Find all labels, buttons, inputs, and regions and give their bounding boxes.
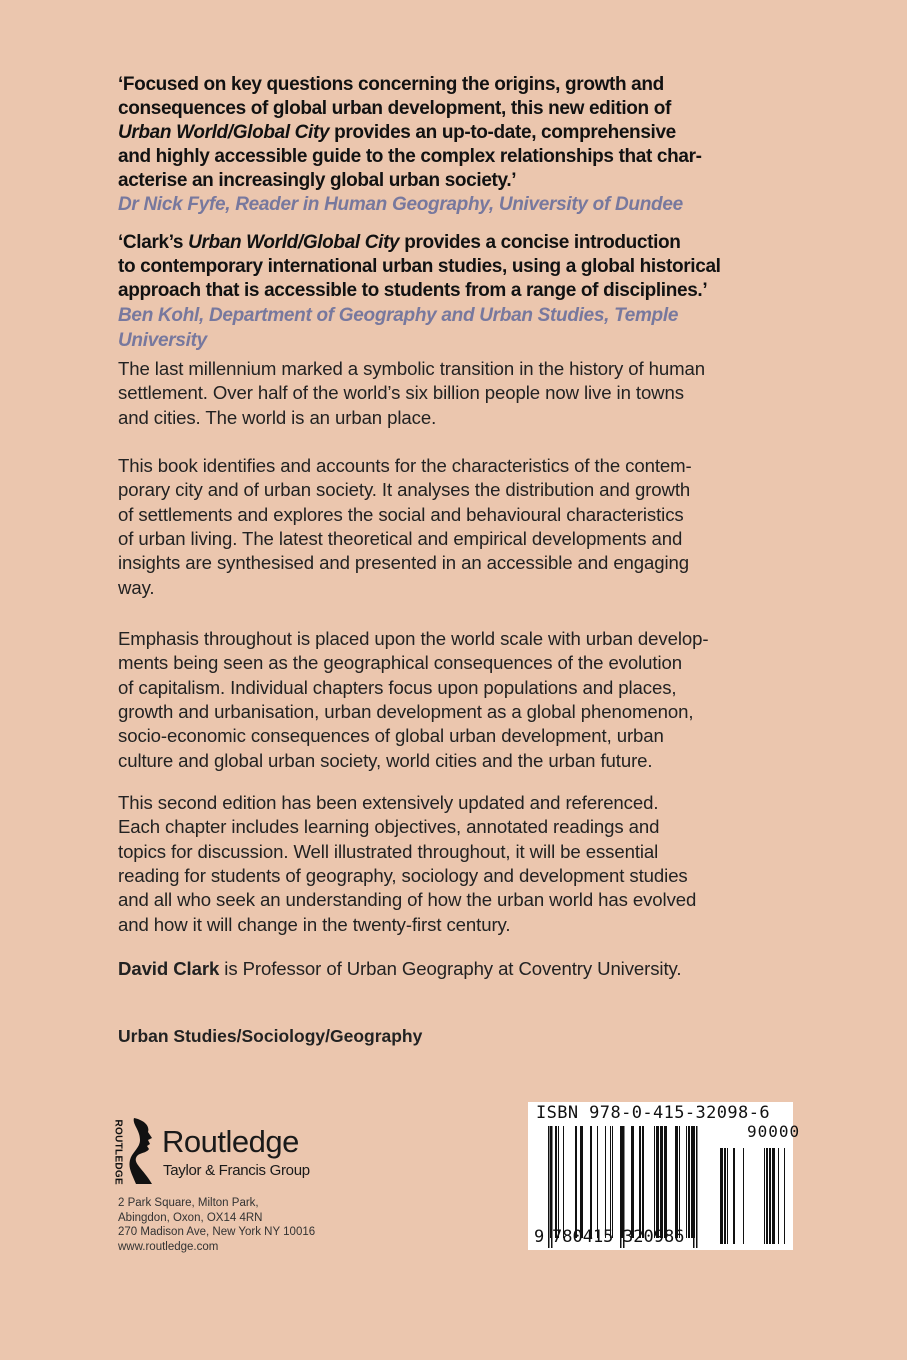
paragraph-line: reading for students of geography, sociology and development studies [118, 864, 688, 886]
publisher-group: Taylor & Francis Group [163, 1162, 310, 1179]
publisher-name: Routledge [162, 1124, 299, 1159]
barcode-right-digits: 320986 [623, 1227, 685, 1247]
author-bio-text: is Professor of Urban Geography at Coventry University. [224, 958, 682, 979]
barcode-bar [686, 1126, 687, 1238]
barcode-bar [555, 1126, 557, 1238]
barcode-bar [660, 1126, 663, 1238]
paragraph-line: culture and global urban society, world cities and the urban future. [118, 749, 653, 771]
barcode-bar [597, 1126, 598, 1238]
paragraph-line: and how it will change in the twenty-first century. [118, 913, 511, 935]
address-line: 270 Madison Ave, New York NY 10016 [118, 1226, 316, 1238]
quote-line [118, 122, 676, 144]
paragraph-line: and all who seek an understanding of how the urban world has evolved [118, 889, 697, 911]
paragraph-line: of capitalism. Individual chapters focus upon populations and places, [118, 676, 677, 698]
quote-text: ‘Clark’s [118, 232, 184, 253]
barcode-bar [679, 1126, 680, 1238]
book-title: Urban World/Global City [188, 232, 400, 253]
quote-text: provides an up-to-date, comprehensive [334, 122, 676, 143]
barcode-bar [772, 1148, 775, 1244]
barcode-bar [764, 1148, 765, 1244]
paragraph-line: socio-economic consequences of global urban development, urban [118, 725, 664, 747]
address-line: 2 Park Square, Milton Park, [118, 1197, 259, 1209]
paragraph-line: way. [118, 576, 155, 598]
barcode-bar [691, 1126, 693, 1238]
logo-vertical-text: ROUTLEDGE [112, 1119, 124, 1185]
barcode-bar [654, 1126, 655, 1238]
address-line: Abingdon, Oxon, OX14 4RN [118, 1212, 263, 1224]
paragraph-line: of settlements and explores the social and behavioural characteristics [118, 503, 684, 525]
quote-line: approach that is accessible to students from a range of disciplines.’ [118, 280, 708, 301]
book-title: Urban World/Global City [118, 122, 330, 143]
paragraph-line: Emphasis throughout is placed upon the world scale with urban develop- [118, 628, 709, 649]
paragraph-line: porary city and of urban society. It analyses the distribution and growth [118, 479, 691, 501]
barcode-bar [688, 1126, 690, 1238]
paragraph-line: and cities. The world is an urban place. [118, 406, 437, 428]
barcode-bar [675, 1126, 678, 1238]
barcode-bar [724, 1148, 726, 1244]
quote-attribution: Dr Nick Fyfe, Reader in Human Geography, University of Dundee [118, 194, 683, 215]
paragraph-line: settlement. Over half of the world’s six billion people now live in towns [118, 382, 684, 404]
barcode-bar [720, 1148, 723, 1244]
barcode-bar [656, 1126, 659, 1238]
barcode-bar [642, 1126, 644, 1238]
paragraph-line: growth and urbanisation, urban development as a global phenomenon, [118, 700, 694, 722]
quote-attribution: University [118, 330, 207, 351]
barcode-guard-bar [548, 1126, 550, 1248]
address-line: www.routledge.com [118, 1241, 219, 1253]
barcode-bar [558, 1126, 559, 1238]
barcode-bar [610, 1126, 611, 1238]
barcode-left-digits: 780415 [552, 1227, 614, 1247]
barcode-bar [769, 1148, 771, 1244]
barcode-bar [766, 1148, 768, 1244]
quote-line: acterise an increasingly global urban society.’ [118, 170, 517, 191]
barcode-guard-bar [696, 1126, 698, 1248]
author-name: David Clark [118, 958, 220, 979]
author-bio [118, 958, 681, 980]
price-code: 90000 [747, 1122, 801, 1141]
paragraph-line: This book identifies and accounts for the characteristics of the contem- [118, 455, 692, 476]
routledge-face-icon [126, 1118, 156, 1186]
barcode-guard-bar [620, 1126, 622, 1248]
isbn-text: ISBN 978-0-415-32098-6 [536, 1103, 770, 1123]
barcode-bar [639, 1126, 641, 1238]
barcode-bar [727, 1148, 728, 1244]
quote-text: provides a concise introduction [404, 232, 681, 253]
quote-line: ‘Focused on key questions concerning the origins, growth and [118, 74, 664, 95]
barcode-bar [743, 1148, 744, 1244]
isbn-barcode [528, 1102, 801, 1250]
barcode-bar [580, 1126, 583, 1238]
barcode-bar [733, 1148, 735, 1244]
barcode-bar [664, 1126, 667, 1238]
paragraph-line: insights are synthesised and presented in an accessible and engaging [118, 552, 690, 574]
paragraph-line: of urban living. The latest theoretical and empirical developments and [118, 527, 683, 549]
subject-category: Urban Studies/Sociology/Geography [118, 1026, 423, 1046]
barcode-bar [612, 1126, 613, 1238]
barcode-bar [784, 1148, 785, 1244]
barcode-bar [575, 1126, 577, 1238]
paragraph-line: The last millennium marked a symbolic transition in the history of human [118, 358, 706, 379]
quote-line: and highly accessible guide to the complex relationships that char- [118, 146, 702, 167]
barcode-guard-bar [693, 1126, 695, 1248]
barcode-bar [590, 1126, 592, 1238]
barcode-bar [778, 1148, 779, 1244]
barcode-bar [563, 1126, 564, 1238]
paragraph-line: ments being seen as the geographical consequences of the evolution [118, 652, 683, 674]
quote-line: to contemporary international urban studies, using a global historical [118, 256, 721, 277]
quote-attribution: Ben Kohl, Department of Geography and Urban Studies, Temple [118, 305, 679, 326]
paragraph-line: topics for discussion. Well illustrated throughout, it will be essential [118, 840, 659, 862]
paragraph-line: Each chapter includes learning objectives, annotated readings and [118, 816, 660, 838]
quote-line: consequences of global urban development, this new edition of [118, 98, 671, 119]
barcode-bar [605, 1126, 606, 1238]
quote-line [118, 232, 681, 254]
paragraph-line: This second edition has been extensively updated and referenced. [118, 792, 659, 813]
barcode-bar [631, 1126, 634, 1238]
barcode-lead-digit: 9 [534, 1227, 545, 1247]
